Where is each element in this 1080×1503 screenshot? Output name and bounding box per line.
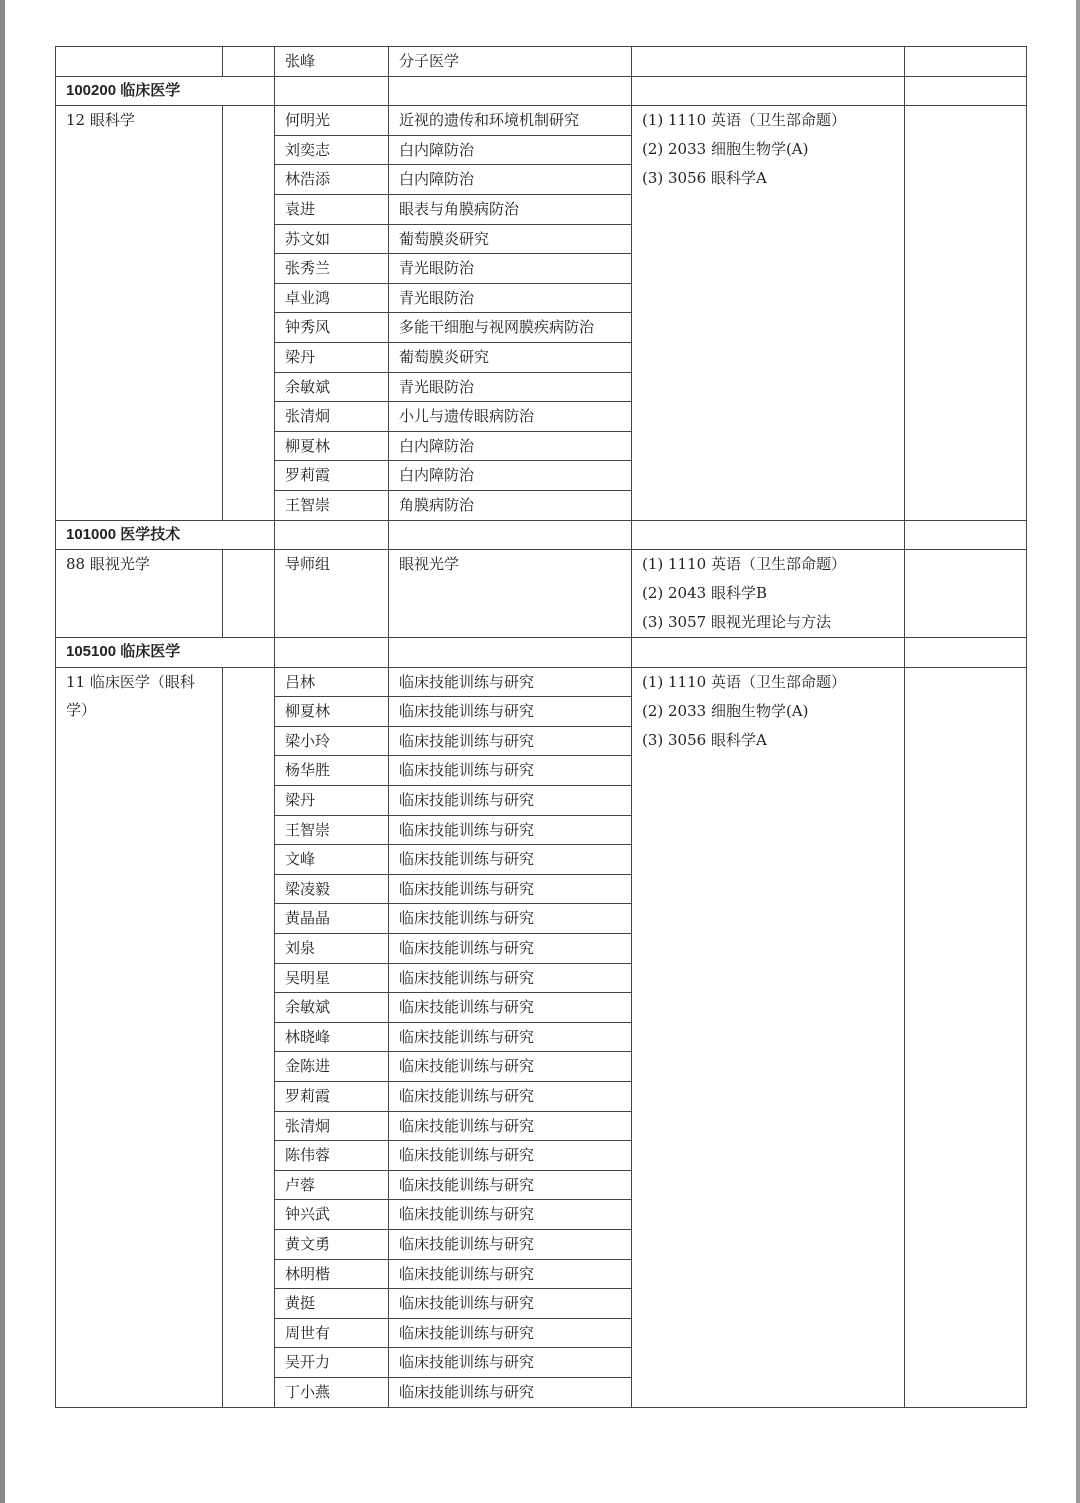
advisor-cell: 黄挺 <box>275 1289 389 1319</box>
direction-cell: 白内障防治 <box>389 431 632 461</box>
direction-cell: 多能干细胞与视网膜疾病防治 <box>389 313 632 343</box>
section-header-row <box>56 520 1027 550</box>
direction-cell: 青光眼防治 <box>389 283 632 313</box>
page-edge-left <box>0 0 5 1503</box>
advisor-cell: 张清炯 <box>275 1111 389 1141</box>
advisor-cell: 梁小玲 <box>275 726 389 756</box>
section-header: 101000 医学技术 <box>56 520 275 550</box>
advisor-cell: 王智崇 <box>275 490 389 520</box>
direction-cell: 临床技能训练与研究 <box>389 756 632 786</box>
section-header-row <box>56 638 1027 668</box>
exam-cell <box>632 520 905 550</box>
direction-cell: 临床技能训练与研究 <box>389 1289 632 1319</box>
direction-cell: 角膜病防治 <box>389 490 632 520</box>
direction-cell: 小儿与遗传眼病防治 <box>389 402 632 432</box>
direction-cell: 青光眼防治 <box>389 254 632 284</box>
advisor-cell: 丁小燕 <box>275 1377 389 1407</box>
advisor-cell: 刘泉 <box>275 934 389 964</box>
direction-cell: 临床技能训练与研究 <box>389 1377 632 1407</box>
remark-cell <box>905 47 1027 77</box>
major-cell <box>56 47 223 77</box>
advisor-cell: 陈伟蓉 <box>275 1141 389 1171</box>
advisor-cell: 文峰 <box>275 845 389 875</box>
exam-subject: (1) 1110 英语（卫生部命题） <box>642 555 846 574</box>
direction-cell: 临床技能训练与研究 <box>389 1082 632 1112</box>
advisor-cell: 杨华胜 <box>275 756 389 786</box>
exam-subjects <box>632 667 905 1407</box>
direction-cell: 临床技能训练与研究 <box>389 1111 632 1141</box>
enrollment-table <box>55 46 1027 1408</box>
advisor-cell: 梁丹 <box>275 786 389 816</box>
advisor-cell: 余敏斌 <box>275 993 389 1023</box>
section-header: 100200 临床医学 <box>56 76 275 106</box>
advisor-cell: 何明光 <box>275 106 389 136</box>
remark-cell <box>905 106 1027 520</box>
remark-cell <box>905 638 1027 668</box>
direction-cell: 临床技能训练与研究 <box>389 904 632 934</box>
exam-subjects <box>632 106 905 520</box>
exam-subject: (3) 3056 眼科学A <box>642 730 767 749</box>
exam-subject: (3) 3057 眼视光理论与方法 <box>642 613 831 632</box>
advisor-cell: 吴开力 <box>275 1348 389 1378</box>
direction-cell: 临床技能训练与研究 <box>389 993 632 1023</box>
exam-subject: (3) 3056 眼科学A <box>642 169 767 188</box>
advisor-cell: 林浩添 <box>275 165 389 195</box>
major-name: 12 眼科学 <box>56 106 223 520</box>
advisor-cell: 林晓峰 <box>275 1022 389 1052</box>
section-header: 105100 临床医学 <box>56 638 275 668</box>
exam-subject: (2) 2043 眼科学B <box>642 584 767 603</box>
direction-cell: 临床技能训练与研究 <box>389 1318 632 1348</box>
direction-cell: 临床技能训练与研究 <box>389 1052 632 1082</box>
direction-cell: 眼表与角膜病防治 <box>389 194 632 224</box>
table-row <box>56 47 1027 77</box>
exam-subject: (1) 1110 英语（卫生部命题） <box>642 672 846 691</box>
advisor-cell: 梁丹 <box>275 342 389 372</box>
exam-subject: (1) 1110 英语（卫生部命题） <box>642 111 846 130</box>
advisor-cell: 余敏斌 <box>275 372 389 402</box>
remark-cell <box>905 520 1027 550</box>
advisor-cell: 袁进 <box>275 194 389 224</box>
advisor-cell: 梁凌毅 <box>275 874 389 904</box>
advisor-cell: 张峰 <box>275 47 389 77</box>
exam-subject: (2) 2033 细胞生物学(A) <box>642 701 809 720</box>
advisor-cell: 刘奕志 <box>275 135 389 165</box>
direction-cell: 白内障防治 <box>389 461 632 491</box>
direction-cell: 临床技能训练与研究 <box>389 1200 632 1230</box>
advisor-cell: 王智崇 <box>275 815 389 845</box>
advisor-cell: 导师组 <box>275 550 389 638</box>
direction-cell: 白内障防治 <box>389 165 632 195</box>
direction-cell: 眼视光学 <box>389 550 632 638</box>
direction-cell: 分子医学 <box>389 47 632 77</box>
page-edge-right <box>1076 0 1080 1503</box>
advisor-cell: 柳夏林 <box>275 697 389 727</box>
advisor-cell: 周世有 <box>275 1318 389 1348</box>
direction-cell: 青光眼防治 <box>389 372 632 402</box>
exam-cell <box>632 638 905 668</box>
direction-cell: 临床技能训练与研究 <box>389 1259 632 1289</box>
advisor-cell: 黄晶晶 <box>275 904 389 934</box>
advisor-cell: 钟兴武 <box>275 1200 389 1230</box>
advisor-cell: 罗莉霞 <box>275 461 389 491</box>
direction-cell: 近视的遗传和环境机制研究 <box>389 106 632 136</box>
exam-cell <box>632 47 905 77</box>
advisor-cell: 黄文勇 <box>275 1229 389 1259</box>
advisor-cell: 金陈进 <box>275 1052 389 1082</box>
direction-cell: 临床技能训练与研究 <box>389 1141 632 1171</box>
direction-cell: 葡萄膜炎研究 <box>389 342 632 372</box>
advisor-cell: 张秀兰 <box>275 254 389 284</box>
advisor-cell: 吕林 <box>275 667 389 697</box>
direction-cell: 临床技能训练与研究 <box>389 1022 632 1052</box>
direction-cell: 葡萄膜炎研究 <box>389 224 632 254</box>
advisor-cell: 罗莉霞 <box>275 1082 389 1112</box>
remark-cell <box>905 667 1027 1407</box>
direction-cell <box>389 520 632 550</box>
advisor-cell: 吴明星 <box>275 963 389 993</box>
remark-cell <box>905 550 1027 638</box>
direction-cell: 临床技能训练与研究 <box>389 845 632 875</box>
direction-cell: 临床技能训练与研究 <box>389 934 632 964</box>
exam-cell <box>632 76 905 106</box>
quota-cell <box>223 47 275 77</box>
major-name: 88 眼视光学 <box>56 550 223 638</box>
direction-cell <box>389 638 632 668</box>
direction-cell: 临床技能训练与研究 <box>389 1348 632 1378</box>
advisor-cell <box>275 76 389 106</box>
direction-cell: 临床技能训练与研究 <box>389 697 632 727</box>
advisor-cell: 卓业鸿 <box>275 283 389 313</box>
advisor-cell: 柳夏林 <box>275 431 389 461</box>
quota-cell <box>223 106 275 520</box>
advisor-cell: 钟秀风 <box>275 313 389 343</box>
direction-cell: 临床技能训练与研究 <box>389 815 632 845</box>
table-row <box>56 106 1027 136</box>
quota-cell <box>223 667 275 1407</box>
direction-cell: 临床技能训练与研究 <box>389 667 632 697</box>
direction-cell: 临床技能训练与研究 <box>389 726 632 756</box>
advisor-cell: 苏文如 <box>275 224 389 254</box>
quota-cell <box>223 550 275 638</box>
table-row <box>56 667 1027 697</box>
major-name: 11 临床医学（眼科学） <box>56 667 223 1407</box>
exam-subject: (2) 2033 细胞生物学(A) <box>642 140 809 159</box>
direction-cell: 临床技能训练与研究 <box>389 1229 632 1259</box>
remark-cell <box>905 76 1027 106</box>
advisor-cell <box>275 638 389 668</box>
advisor-cell <box>275 520 389 550</box>
direction-cell: 临床技能训练与研究 <box>389 963 632 993</box>
section-header-row <box>56 76 1027 106</box>
direction-cell: 白内障防治 <box>389 135 632 165</box>
advisor-cell: 卢蓉 <box>275 1170 389 1200</box>
direction-cell: 临床技能训练与研究 <box>389 874 632 904</box>
direction-cell: 临床技能训练与研究 <box>389 786 632 816</box>
exam-subjects <box>632 550 905 638</box>
direction-cell <box>389 76 632 106</box>
advisor-cell: 张清炯 <box>275 402 389 432</box>
direction-cell: 临床技能训练与研究 <box>389 1170 632 1200</box>
advisor-cell: 林明楷 <box>275 1259 389 1289</box>
